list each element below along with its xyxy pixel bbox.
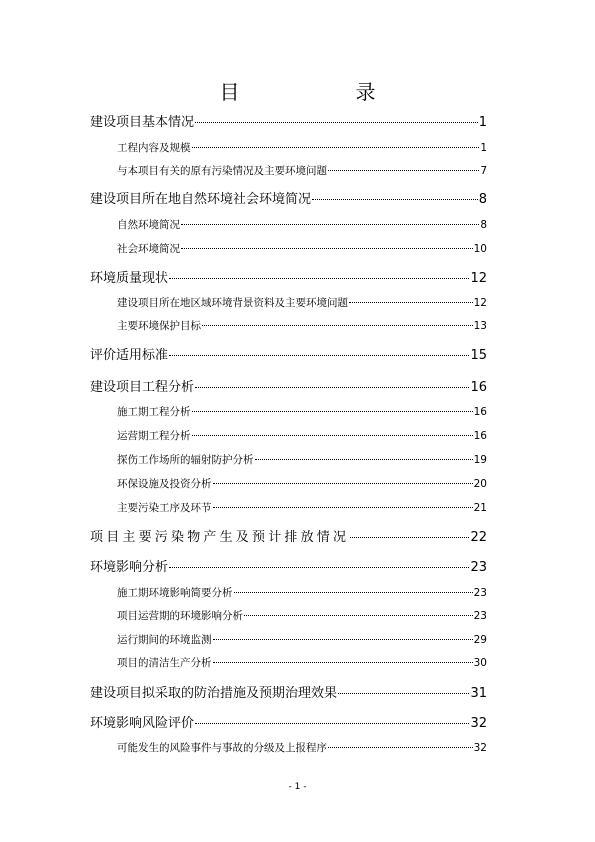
- toc-entry[interactable]: [117, 585, 487, 600]
- toc-entry[interactable]: [117, 428, 487, 443]
- toc-label: 施工期工程分析: [117, 406, 191, 418]
- toc-page-number: 16: [473, 406, 487, 418]
- toc-leader: [312, 199, 478, 200]
- toc-label: 项目运营期的环境影响分析: [117, 610, 243, 622]
- toc-entry[interactable]: [90, 712, 487, 731]
- toc-label: 环保设施及投资分析: [117, 478, 212, 490]
- toc-entry[interactable]: [90, 344, 487, 363]
- toc-leader: [181, 248, 473, 249]
- toc-leader: [169, 567, 469, 568]
- toc-entry[interactable]: [117, 163, 487, 178]
- toc-label: 施工期环境影响简要分析: [117, 587, 233, 599]
- toc-entry[interactable]: [117, 241, 487, 256]
- toc-label: 建设项目拟采取的防治措施及预期治理效果: [90, 686, 338, 701]
- toc-leader: [181, 224, 479, 225]
- toc-entry[interactable]: [117, 500, 487, 515]
- toc-label: 评价适用标准: [90, 348, 169, 363]
- toc-entry[interactable]: [117, 476, 487, 491]
- toc-page-number: 1: [480, 142, 487, 154]
- toc-page-number: 29: [473, 634, 487, 646]
- toc-leader: [338, 693, 469, 694]
- toc-leader: [213, 639, 473, 640]
- toc-leader: [195, 387, 469, 388]
- page-title: 目 录: [219, 80, 424, 104]
- toc-page-number: 31: [470, 686, 487, 701]
- toc-leader: [169, 278, 469, 279]
- toc-page-number: 19: [473, 454, 487, 466]
- toc-leader: [195, 122, 478, 123]
- toc-entry[interactable]: [90, 556, 487, 575]
- toc-label: 环境影响分析: [90, 560, 169, 575]
- toc-page-number: 30: [473, 657, 487, 669]
- toc-label: 环境质量现状: [90, 271, 169, 286]
- toc-entry[interactable]: [117, 452, 487, 467]
- toc-label: 与本项目有关的原有污染情况及主要环境问题: [117, 165, 327, 177]
- toc-page-number: 12: [473, 297, 487, 309]
- toc-entry[interactable]: [117, 404, 487, 419]
- toc-entry[interactable]: [90, 526, 487, 545]
- toc-label: 建设项目所在地自然环境社会环境简况: [90, 192, 312, 207]
- toc-label: 工程内容及规模: [117, 142, 191, 154]
- toc-leader: [213, 662, 473, 663]
- toc-leader: [195, 723, 469, 724]
- toc-label: 项目的清洁生产分析: [117, 657, 212, 669]
- toc-leader: [192, 147, 480, 148]
- toc-label: 可能发生的风险事件与事故的分级及上报程序: [117, 742, 327, 754]
- toc-page-number: 20: [473, 478, 487, 490]
- toc-page-number: 8: [478, 192, 487, 207]
- toc-label: 建设项目所在地区域环境背景资料及主要环境问题: [117, 297, 348, 309]
- toc-entry[interactable]: [117, 140, 487, 155]
- toc-entry[interactable]: [90, 376, 487, 395]
- toc-page-number: 7: [480, 165, 487, 177]
- toc-label: 运行期间的环境监测: [117, 634, 212, 646]
- toc-leader: [192, 411, 473, 412]
- toc-leader: [255, 459, 473, 460]
- toc-page-number: 15: [470, 348, 487, 363]
- toc-entry[interactable]: [117, 632, 487, 647]
- toc-leader: [328, 170, 479, 171]
- toc-entry[interactable]: [117, 655, 487, 670]
- toc-entry[interactable]: [117, 740, 487, 755]
- toc-entry[interactable]: [117, 217, 487, 232]
- toc-page-number: 23: [473, 610, 487, 622]
- toc-leader: [244, 615, 473, 616]
- toc-page-number: 10: [473, 243, 487, 255]
- toc-page-number: 13: [473, 320, 487, 332]
- toc-leader: [328, 747, 473, 748]
- toc-label: 环境影响风险评价: [90, 716, 195, 731]
- toc-leader: [350, 537, 469, 538]
- toc-page-number: 32: [473, 742, 487, 754]
- toc-entry[interactable]: [117, 295, 487, 310]
- toc-page-number: 16: [473, 430, 487, 442]
- toc-label: 主要污染工序及环节: [117, 502, 212, 514]
- toc-page-number: 21: [473, 502, 487, 514]
- toc-entry[interactable]: [90, 188, 487, 207]
- toc-page-number: 22: [470, 530, 487, 545]
- toc-page-number: 32: [470, 716, 487, 731]
- toc-label: 建设项目基本情况: [90, 115, 195, 130]
- toc-label: 自然环境简况: [117, 219, 180, 231]
- toc-label: 运营期工程分析: [117, 430, 191, 442]
- toc-leader: [349, 302, 473, 303]
- toc-leader: [213, 483, 473, 484]
- toc-page-number: 23: [473, 587, 487, 599]
- toc-leader: [192, 435, 473, 436]
- toc-label: 社会环境简况: [117, 243, 180, 255]
- toc-page-number: 12: [470, 271, 487, 286]
- toc-leader: [213, 507, 473, 508]
- toc-entry[interactable]: [90, 682, 487, 701]
- toc-page-number: 23: [470, 560, 487, 575]
- toc-leader: [202, 325, 473, 326]
- toc-label: 探伤工作场所的辐射防护分析: [117, 454, 254, 466]
- toc-page-number: 8: [480, 219, 487, 231]
- toc-entry[interactable]: [117, 318, 487, 333]
- toc-page-number: 1: [478, 115, 487, 130]
- toc-entry[interactable]: [117, 608, 487, 623]
- toc-leader: [169, 355, 469, 356]
- toc-entry[interactable]: [90, 267, 487, 286]
- toc-leader: [234, 592, 473, 593]
- toc-label: 主要环境保护目标: [117, 320, 201, 332]
- toc-label: 项目主要污染物产生及预计排放情况: [90, 530, 350, 545]
- toc-entry[interactable]: [90, 111, 487, 130]
- page-number-footer: - 1 -: [288, 782, 307, 792]
- toc-label: 建设项目工程分析: [90, 380, 195, 395]
- toc-page-number: 16: [470, 380, 487, 395]
